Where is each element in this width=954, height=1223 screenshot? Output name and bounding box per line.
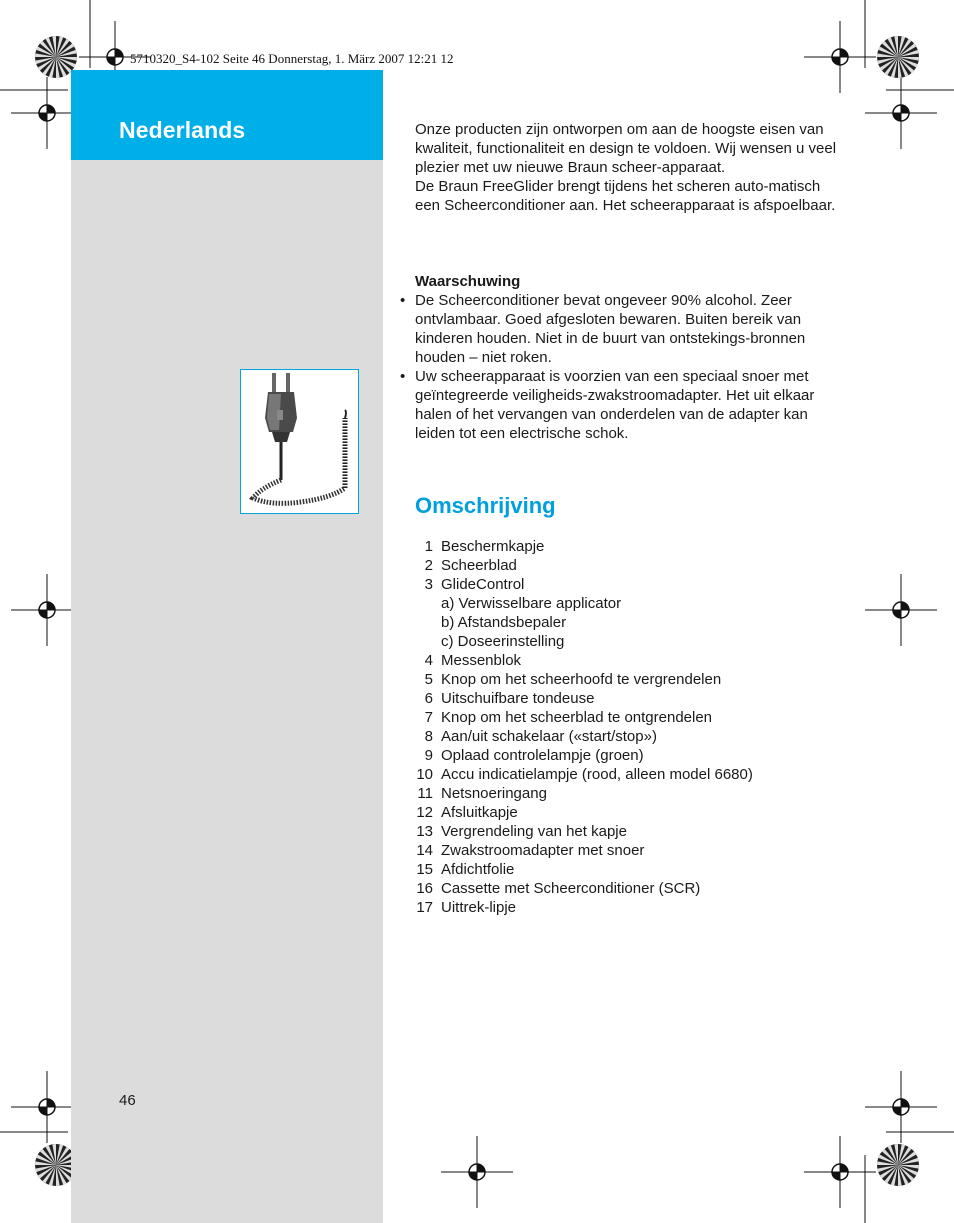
language-title-band (71, 70, 383, 160)
list-item (415, 860, 840, 879)
part-label: Knop om het scheerhoofd te vergrendelen (441, 671, 722, 688)
part-number: 17 (416, 899, 433, 916)
part-number: 16 (416, 880, 433, 897)
part-label: b) Afstandsbepaler (441, 614, 567, 631)
list-item (415, 689, 840, 708)
list-item (415, 841, 840, 860)
part-number: 10 (416, 766, 433, 783)
bullet-icon: • (400, 368, 406, 385)
part-number: 7 (424, 709, 433, 726)
part-label: Accu indicatielampje (rood, alleen model 6680) (441, 766, 753, 783)
intro-paragraph-1: Onze producten zijn ontworpen om aan de hoogste eisen van kwaliteit, functionaliteit en design te voldoen. Wij wensen u veel plezier met uw nieuwe Braun scheer-apparaat. (415, 121, 837, 176)
bullet-icon: • (400, 292, 406, 309)
part-label: Uitschuifbare tondeuse (441, 690, 595, 707)
language-title: Nederlands (119, 117, 246, 143)
part-number: 1 (424, 538, 433, 555)
list-item (415, 879, 840, 898)
part-number: 6 (424, 690, 433, 707)
list-item (415, 613, 840, 632)
part-number: 14 (416, 842, 433, 859)
part-label: Oplaad controlelampje (groen) (441, 747, 644, 764)
list-item (415, 537, 840, 556)
power-adapter-icon (241, 370, 358, 513)
sidebar-background (71, 70, 383, 1223)
adapter-image (240, 369, 359, 514)
intro-paragraph-2: De Braun FreeGlider brengt tijdens het scheren auto-matisch een Scheerconditioner aan. Het scheerapparaat is afspoelbaar. (415, 178, 836, 214)
part-label: Vergrendeling van het kapje (441, 823, 627, 840)
list-item (415, 784, 840, 803)
print-slug-line: 5710320_S4-102 Seite 46 Donnerstag, 1. März 2007 12:21 12 (130, 51, 454, 66)
list-item (415, 556, 840, 575)
parts-list (415, 537, 840, 917)
list-item (415, 575, 840, 594)
crosshair-mark (865, 77, 937, 149)
list-item (415, 651, 840, 670)
part-number: 12 (416, 804, 433, 821)
list-item (415, 727, 840, 746)
list-item (415, 708, 840, 727)
crosshair-mark (441, 1136, 513, 1208)
intro-text (415, 120, 840, 215)
page-number: 46 (119, 1092, 136, 1109)
list-item (415, 594, 840, 613)
part-label: c) Doseerinstelling (441, 633, 565, 650)
list-item (415, 822, 840, 841)
part-number: 11 (417, 785, 433, 802)
part-number: 9 (424, 747, 433, 764)
list-item (415, 746, 840, 765)
part-number: 15 (416, 861, 433, 878)
list-item (415, 670, 840, 689)
part-label: Knop om het scheerblad te ontgrendelen (441, 709, 713, 726)
part-number: 4 (424, 652, 433, 669)
part-label: Scheerblad (441, 557, 517, 574)
part-label: Messenblok (441, 652, 522, 669)
list-item (415, 898, 840, 917)
part-number: 3 (424, 576, 433, 593)
star-target-mark (877, 1144, 919, 1186)
crosshair-mark (865, 574, 937, 646)
part-label: Afdichtfolie (441, 861, 515, 878)
part-number: 2 (424, 557, 433, 574)
part-label: a) Verwisselbare applicator (441, 595, 622, 612)
part-label: Netsnoeringang (441, 785, 547, 802)
list-item (415, 632, 840, 651)
part-label: Beschermkapje (441, 538, 545, 555)
warning-item-text: De Scheerconditioner bevat ongeveer 90% alcohol. Zeer ontvlambaar. Goed afgesloten bewaren. Buiten bereik van kinderen houden. Niet in de buurt van ontstekings-bronnen houden – niet roken. (415, 292, 806, 366)
warning-item-text: Uw scheerapparaat is voorzien van een speciaal snoer met geïntegreerde veiligheids-zwakstroomadapter. Het uit elkaar halen of het vervangen van onderdelen van de adapter kan leiden tot een electrische schok. (415, 368, 815, 442)
part-label: Uittrek-lipje (441, 899, 517, 916)
warning-item (400, 367, 840, 443)
warning-heading: Waarschuwing (415, 273, 521, 290)
warning-item (400, 291, 840, 367)
part-number: 13 (416, 823, 433, 840)
part-label: Cassette met Scheerconditioner (SCR) (441, 880, 701, 897)
list-item (415, 765, 840, 784)
description-heading: Omschrijving (415, 493, 556, 518)
list-item (415, 803, 840, 822)
part-label: GlideControl (441, 576, 525, 593)
warning-list (400, 291, 840, 443)
part-number: 8 (424, 728, 433, 745)
part-label: Zwakstroomadapter met snoer (441, 842, 645, 859)
part-label: Afsluitkapje (441, 804, 518, 821)
part-label: Aan/uit schakelaar («start/stop») (441, 728, 657, 745)
star-target-mark (877, 36, 919, 78)
part-number: 5 (424, 671, 433, 688)
